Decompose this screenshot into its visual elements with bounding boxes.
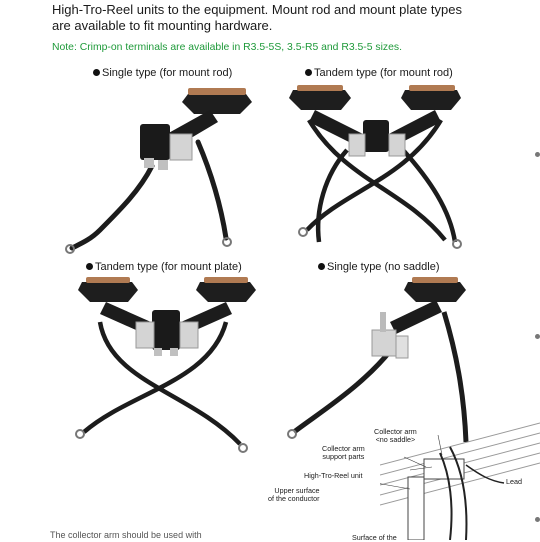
callout-collector-arm-1: Collector arm <box>374 427 417 436</box>
caption-single-rod <box>93 67 232 79</box>
bullet-icon <box>93 69 100 76</box>
cable-right <box>403 150 455 242</box>
insulator <box>170 134 192 160</box>
shoe-contact <box>204 277 248 283</box>
intro-line-1: High-Tro-Reel units to the equipment. Mount rod and mount plate types <box>52 2 462 17</box>
collector-shoe-left <box>289 90 351 110</box>
installation-diagram <box>380 395 540 540</box>
bolt-icon <box>158 160 168 170</box>
terminal-note: Note: Crimp-on terminals are available in R3.5-5S, 3.5-R5 and R3.5-5 sizes. <box>52 42 402 53</box>
saddle-block <box>363 120 389 152</box>
insulator <box>136 322 154 348</box>
callout-support-parts-2: support parts <box>322 452 365 461</box>
cable-left <box>72 166 152 248</box>
callout-support-parts <box>322 445 365 461</box>
intro-line-2: are available to fit mounting hardware. <box>52 18 273 33</box>
support-post <box>408 477 424 540</box>
collector-shoe <box>404 282 466 302</box>
caption-tandem-rod-text: Tandem type (for mount rod) <box>314 67 453 79</box>
callout-unit: High-Tro-Reel unit <box>304 471 363 480</box>
caption-tandem-plate-text: Tandem type (for mount plate) <box>95 261 242 273</box>
crimp-terminal-icon <box>288 430 296 438</box>
callout-collector-arm-2: <no saddle> <box>375 435 416 444</box>
tandem-plate-figure <box>40 272 280 462</box>
crimp-terminal-icon <box>299 228 307 236</box>
collector-shoe-right <box>401 90 461 110</box>
shoe-contact <box>409 85 455 91</box>
callout-upper-surface <box>268 487 320 503</box>
callout-lead: Lead <box>506 477 522 486</box>
caption-single-rod-text: Single type (for mount rod) <box>102 67 233 79</box>
bolt-icon <box>170 348 178 356</box>
mount-plate-block <box>152 310 180 350</box>
collector-shoe-left <box>78 282 138 302</box>
bolt-icon <box>154 348 162 356</box>
margin-dot <box>535 152 540 157</box>
intro-text <box>52 2 522 34</box>
collector-shoe <box>182 94 252 114</box>
bolt-icon <box>380 312 386 332</box>
shoe-contact <box>297 85 343 91</box>
shoe-contact <box>188 88 246 95</box>
saddle-block <box>140 124 170 160</box>
shoe-contact <box>86 277 130 283</box>
callout-upper-surface-1: Upper surface <box>274 486 320 495</box>
callout-upper-surface-2: of the conductor <box>268 494 320 503</box>
cable-left <box>318 150 347 242</box>
terminal-plate <box>396 336 408 358</box>
insulator <box>372 330 396 356</box>
cable-right <box>198 142 226 238</box>
callout-surface-cut: Surface of the <box>352 533 397 542</box>
insulator <box>349 134 365 156</box>
caption-single-no-saddle-text: Single type (no saddle) <box>327 261 440 273</box>
shoe-contact <box>412 277 458 283</box>
insulator <box>180 322 198 348</box>
collector-shoe-right <box>196 282 256 302</box>
collector-arm <box>390 300 442 334</box>
caption-tandem-rod <box>305 67 453 79</box>
callout-support-parts-1: Collector arm <box>322 444 365 453</box>
bolt-icon <box>144 158 154 168</box>
cut-off-text: The collector arm should be used with <box>50 530 202 540</box>
bullet-icon <box>318 263 325 270</box>
insulator <box>389 134 405 156</box>
margin-dot <box>535 334 540 339</box>
bullet-icon <box>86 263 93 270</box>
single-rod-figure <box>60 80 270 260</box>
leader-line <box>438 435 442 455</box>
crimp-terminal-icon <box>239 444 247 452</box>
margin-dot <box>535 517 540 522</box>
crimp-terminal-icon <box>76 430 84 438</box>
bullet-icon <box>305 69 312 76</box>
callout-collector-arm <box>374 428 417 444</box>
tandem-rod-figure <box>285 80 465 260</box>
